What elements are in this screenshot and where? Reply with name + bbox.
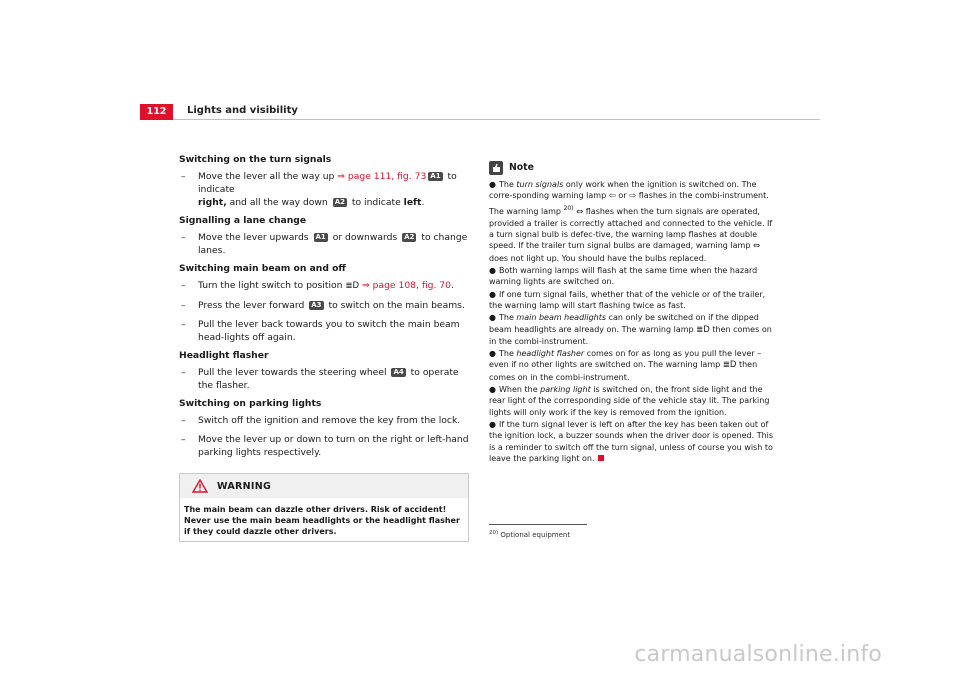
step-text: Pull the lever towards the steering wheel bbox=[198, 367, 390, 378]
callout-badge-a2: A2 bbox=[404, 233, 415, 241]
step-item: – Pull the lever back towards you to switch the main beam head-lights off again. bbox=[181, 319, 460, 343]
step-text: Switch off the ignition and remove the key from the lock. bbox=[198, 415, 461, 426]
step-text: to switch on the main beams. bbox=[325, 300, 465, 311]
left-column bbox=[179, 154, 472, 542]
callout-badge-a3: A3 bbox=[311, 301, 322, 309]
right-column bbox=[489, 159, 774, 465]
callout-badge-a2: A2 bbox=[334, 198, 345, 206]
step-item: – Move the lever up or down to turn on the right or left-hand parking lights respectively. bbox=[181, 434, 469, 458]
callout-badge-a4: A4 bbox=[393, 368, 404, 376]
warning-title: WARNING bbox=[217, 480, 272, 492]
section-title: Headlight flasher bbox=[179, 350, 269, 361]
warning-triangle-icon bbox=[192, 479, 208, 493]
page-reference-link[interactable]: ⇒ page 108, fig. 70 bbox=[359, 280, 451, 291]
note-bullet: ● When the parking light is switched on, the front side light and the rear light of the corresponding side of the vehicle stay lit. The parking lights will only work if the key is removed from the ignition. bbox=[489, 385, 770, 417]
step-text: to operate the flasher. bbox=[198, 367, 459, 391]
step-text: Move the lever all the way up bbox=[198, 171, 338, 182]
step-item: – Press the lever forward A3 to switch on the main beams. bbox=[181, 300, 465, 311]
note-bullet: ● If the turn signal lever is left on after the key has been taken out of the ignition lock, a buzzer sounds when the driver door is opened. This is a reminder to switch off the turn signal, unless of course you wish to leave the parking light on. bbox=[489, 419, 774, 463]
turn-left-arrow-icon: ⇦ bbox=[608, 191, 616, 202]
callout-badge-a1: A1 bbox=[430, 172, 441, 180]
step-text: and all the way down bbox=[226, 197, 331, 208]
step-item: – Switch off the ignition and remove the key from the lock. bbox=[181, 415, 461, 426]
step-text: Move the lever up or down to turn on the right or left-hand parking lights respectively. bbox=[198, 434, 469, 458]
section-title: Signalling a lane change bbox=[179, 215, 307, 226]
note-title: Note bbox=[509, 162, 534, 173]
trailer-lamp-icon: ⇔ bbox=[576, 206, 584, 217]
note-bullet: ● The headlight flasher comes on for as long as you pull the lever – even if no other lights are switched on. The warning lamp ≣D then comes on in the combi-instrument. bbox=[489, 349, 762, 382]
main-beam-icon: ≣D bbox=[722, 360, 737, 371]
step-text: Turn the light switch to position bbox=[198, 280, 346, 291]
note-bullet: ● The main beam headlights can only be switched on if the dipped beam headlights are already on. The warning lamp ≣D then comes on in the combi-instrument. bbox=[489, 313, 772, 346]
section-title: Switching main beam on and off bbox=[179, 263, 346, 274]
footnote-rule bbox=[489, 524, 587, 525]
section-parking-lights bbox=[179, 398, 472, 459]
step-text: Press the lever forward bbox=[198, 300, 308, 311]
section-main-beam bbox=[179, 263, 472, 344]
section-end-mark bbox=[598, 455, 604, 461]
section-title: Switching on the turn signals bbox=[179, 154, 332, 165]
callout-badge-a1: A1 bbox=[315, 233, 326, 241]
note-header bbox=[489, 159, 774, 176]
footnote: $^{20)}$ Optional equipment bbox=[489, 530, 571, 539]
turn-right-arrow-icon: ⇨ bbox=[629, 191, 637, 202]
warning-box bbox=[179, 473, 469, 542]
main-beam-icon: ≣D bbox=[696, 324, 710, 335]
step-item: – Turn the light switch to position ≣D ⇒ page 108, fig. 70. bbox=[181, 280, 454, 291]
section-headlight-flasher bbox=[179, 350, 472, 392]
step-text: . bbox=[421, 197, 425, 208]
step-text: Move the lever upwards bbox=[198, 232, 312, 243]
watermark: carmanualsonline.info bbox=[634, 642, 882, 667]
note-bullet: ● The turn signals only work when the ignition is switched on. The corre-sponding warning lamp ⇦ or ⇨ flashes in the combi-instrument. The warning lamp $^{20)}$ ⇔ flashes when the turn signals are operated, provided a trailer is correctly attached and connected to the vehicle. If a turn signal bulb is defec-tive, the warning lamp flashes at double speed. If the trailer turn signal bulbs are damaged, warning lamp ⇔ does not light up. You should have the bulbs replaced. bbox=[489, 180, 773, 263]
step-text: Pull the lever back towards you to switch the main beam head-lights off again. bbox=[198, 319, 460, 343]
step-text: to indicate bbox=[348, 197, 404, 208]
main-beam-icon: ≣D bbox=[345, 281, 360, 291]
step-text: to change lanes. bbox=[198, 232, 468, 256]
warning-body: The main beam can dazzle other drivers. Risk of accident! Never use the main beam headlights or the headlight flasher if they could dazzle other drivers. bbox=[184, 505, 460, 536]
step-text: . bbox=[451, 280, 454, 291]
section-lane-change bbox=[179, 215, 472, 257]
step-text: or downwards bbox=[329, 232, 401, 243]
step-text: to indicate bbox=[198, 171, 457, 195]
note-bullet: ● Both warning lamps will flash at the same time when the hazard warning lights are switched on. bbox=[489, 266, 758, 287]
page-number: 112 bbox=[140, 104, 173, 120]
note-bullet: ● If one turn signal fails, whether that of the vehicle or of the trailer, the warning lamp will start flashing twice as fast. bbox=[489, 289, 766, 310]
page-header-title: Lights and visibility bbox=[187, 105, 298, 116]
step-item: – Move the lever upwards A1 or downwards A2 to change lanes. bbox=[181, 232, 468, 256]
section-turn-signals bbox=[179, 154, 472, 209]
note-icon bbox=[489, 161, 503, 175]
step-item: – Move the lever all the way up ⇒ page 111, fig. 73 A1 to indicate right, and all the way down A2 to indicate left. bbox=[181, 171, 457, 208]
header-rule bbox=[173, 119, 820, 120]
step-text-bold: left bbox=[403, 197, 422, 208]
page-reference-link[interactable]: ⇒ page 111, fig. 73 bbox=[337, 171, 427, 182]
trailer-lamp-icon: ⇔ bbox=[752, 241, 761, 252]
step-item: – Pull the lever towards the steering wheel A4 to operate the flasher. bbox=[181, 367, 459, 391]
warning-header bbox=[180, 474, 468, 498]
step-text-bold: right, bbox=[198, 197, 227, 208]
section-title: Switching on parking lights bbox=[179, 398, 322, 409]
